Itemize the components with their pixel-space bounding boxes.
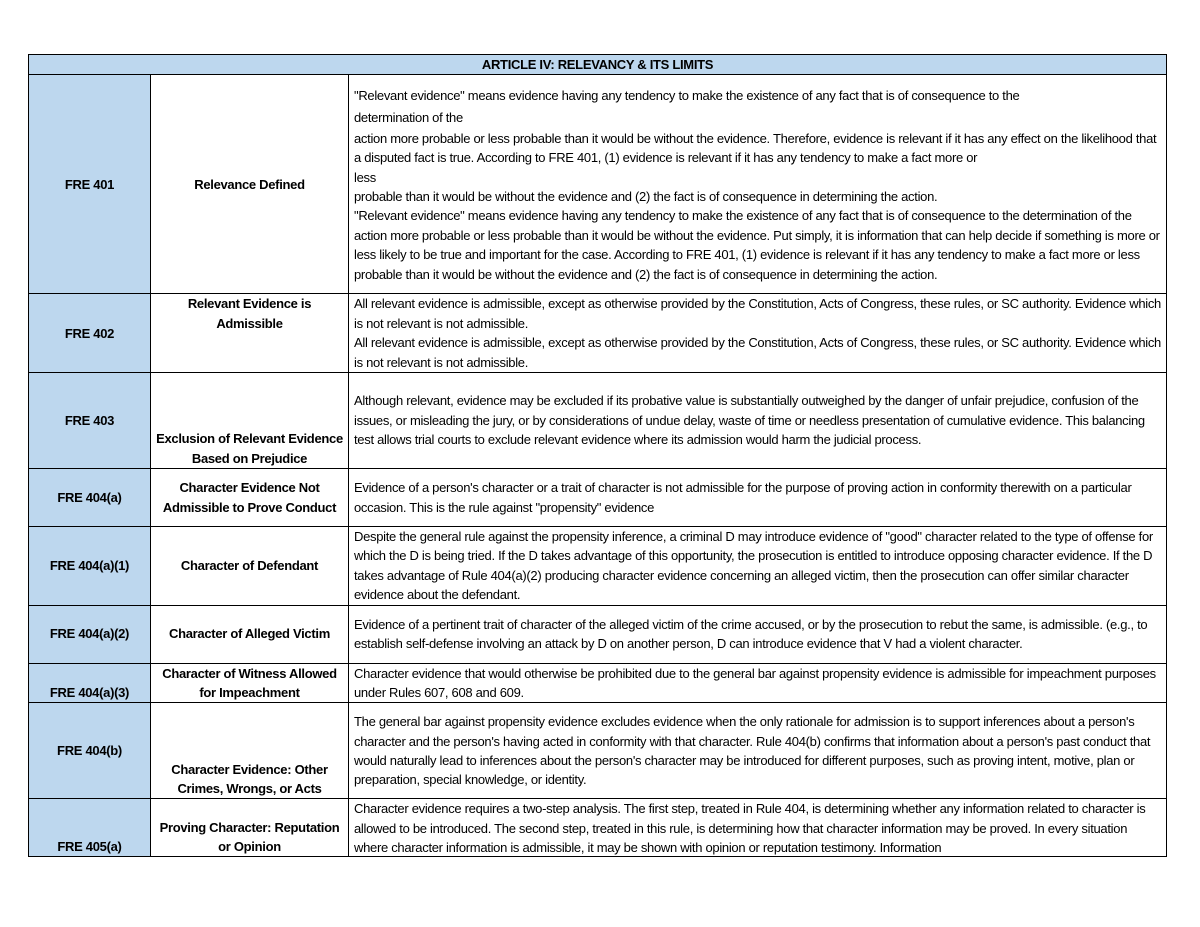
description-paragraph: "Relevant evidence" means evidence having any tendency to make the existence of any fact that is of consequence to the determination of the action more probable or less probable than it would be without the evidence. Put simply, it is information that can help decide if something is more or less likely to be true and important for the case. According to FRE 401, (1) evidence is relevant if it has any tendency to make a fact more or less probable than it would be without the evidence and (2) the fact is of consequence in determining the action. — [354, 208, 1160, 282]
description-paragraph: Evidence of a person's character or a trait of character is not admissible for the purpose of proving action in conformity therewith on a particular occasion. This is the rule against "propensity" evidence — [354, 480, 1132, 515]
rule-code: FRE 404(b) — [29, 703, 151, 799]
rule-description — [349, 527, 1167, 606]
table-row — [29, 605, 1167, 663]
description-paragraph: action more probable or less probable than it would be without the evidence. Therefore, evidence is relevant if it has any effect on the likelihood that a disputed fact is true. According to FRE 401, (1) evidence is relevant if it has any tendency to make a fact more or — [354, 130, 1157, 166]
rule-title: Character of Defendant — [151, 527, 349, 606]
rule-description — [349, 799, 1167, 857]
rule-code: FRE 403 — [29, 373, 151, 469]
rule-description — [349, 703, 1167, 799]
rule-code: FRE 401 — [29, 75, 151, 294]
description-paragraph: less — [354, 169, 376, 185]
rules-table — [28, 54, 1167, 857]
table-row — [29, 373, 1167, 469]
table-row — [29, 799, 1167, 857]
rule-title: Character Evidence: Other Crimes, Wrongs, or Acts — [151, 703, 349, 799]
table-row — [29, 75, 1167, 294]
table-row — [29, 703, 1167, 799]
rule-description — [349, 294, 1167, 373]
rule-description — [349, 663, 1167, 703]
rule-description — [349, 469, 1167, 527]
rule-code: FRE 404(a)(3) — [29, 663, 151, 703]
rule-code: FRE 404(a) — [29, 469, 151, 527]
article-header: ARTICLE IV: RELEVANCY & ITS LIMITS — [29, 55, 1167, 75]
rule-code: FRE 404(a)(1) — [29, 527, 151, 606]
rule-title: Character Evidence Not Admissible to Prove Conduct — [151, 469, 349, 527]
rule-description — [349, 373, 1167, 469]
rule-title: Proving Character: Reputation or Opinion — [151, 799, 349, 857]
description-paragraph: The general bar against propensity evidence excludes evidence when the only rationale for admission is to support inferences about a person's character and the person's having acted in conformity with that character. Rule 404(b) confirms that information about a person's past conduct that would naturally lead to inferences about the person's character may be introduced for different purposes, such as proving intent, motive, plan or preparation, special knowledge, or identity. — [354, 714, 1151, 788]
rule-title: Character of Witness Allowed for Impeachment — [151, 663, 349, 703]
description-paragraph: Despite the general rule against the propensity inference, a criminal D may introduce evidence of "good" character related to the type of offense for which the D is being tried. If the D takes advantage of this opportunity, the prosecution is entitled to introduce opposing character evidence. If the D takes advantage of Rule 404(a)(2) producing character evidence concerning an alleged victim, then the prosecution can offer similar character evidence about the defendant. — [354, 529, 1153, 603]
description-paragraph: All relevant evidence is admissible, except as otherwise provided by the Constitution, Acts of Congress, these rules, or SC authority. Evidence which is not relevant is not admissible. — [354, 335, 1161, 370]
description-paragraph: Character evidence requires a two-step analysis. The first step, treated in Rule 404, is determining whether any information related to character is allowed to be introduced. The second step, treated in this rule, is determining how that character information may be proved. In every situation where character information is admissible, it may be shown with opinion or reputation testimony. Information — [354, 801, 1146, 856]
description-paragraph: Evidence of a pertinent trait of character of the alleged victim of the crime accused, or by the prosecution to rebut the same, is admissible. (e.g., to establish self-defense involving an attack by D on another person, D can introduce evidence that V had a violent character. — [354, 616, 1148, 652]
description-paragraph: Although relevant, evidence may be excluded if its probative value is substantially outweighed by the danger of unfair prejudice, confusion of the issues, or misleading the jury, or by considerations of undue delay, waste of time or needless presentation of cumulative evidence. This balancing test allows trial courts to exclude relevant evidence where its admission would harm the judicial process. — [354, 393, 1145, 448]
description-paragraph: All relevant evidence is admissible, except as otherwise provided by the Constitution, Acts of Congress, these rules, or SC authority. Evidence which is not relevant is not admissible. — [354, 296, 1161, 331]
rule-code: FRE 405(a) — [29, 799, 151, 857]
rule-code: FRE 404(a)(2) — [29, 605, 151, 663]
description-paragraph: probable than it would be without the evidence and (2) the fact is of consequence in determining the action. — [354, 189, 938, 204]
description-paragraph: Character evidence that would otherwise be prohibited due to the general bar against propensity evidence is admissible for impeachment purposes under Rules 607, 608 and 609. — [354, 665, 1156, 701]
table-row — [29, 663, 1167, 703]
rule-code: FRE 402 — [29, 294, 151, 373]
rule-title: Character of Alleged Victim — [151, 605, 349, 663]
table-row — [29, 294, 1167, 373]
table-row — [29, 527, 1167, 606]
rule-description — [349, 605, 1167, 663]
rule-title: Exclusion of Relevant Evidence Based on Prejudice — [151, 373, 349, 469]
description-paragraph: determination of the — [354, 109, 463, 125]
table-row — [29, 469, 1167, 527]
rule-title: Relevant Evidence is Admissible — [151, 294, 349, 373]
description-paragraph: "Relevant evidence" means evidence having any tendency to make the existence of any fact that is of consequence to the — [354, 87, 1020, 103]
table-header-row — [29, 55, 1167, 75]
rule-title: Relevance Defined — [151, 75, 349, 294]
rule-description — [349, 75, 1167, 294]
